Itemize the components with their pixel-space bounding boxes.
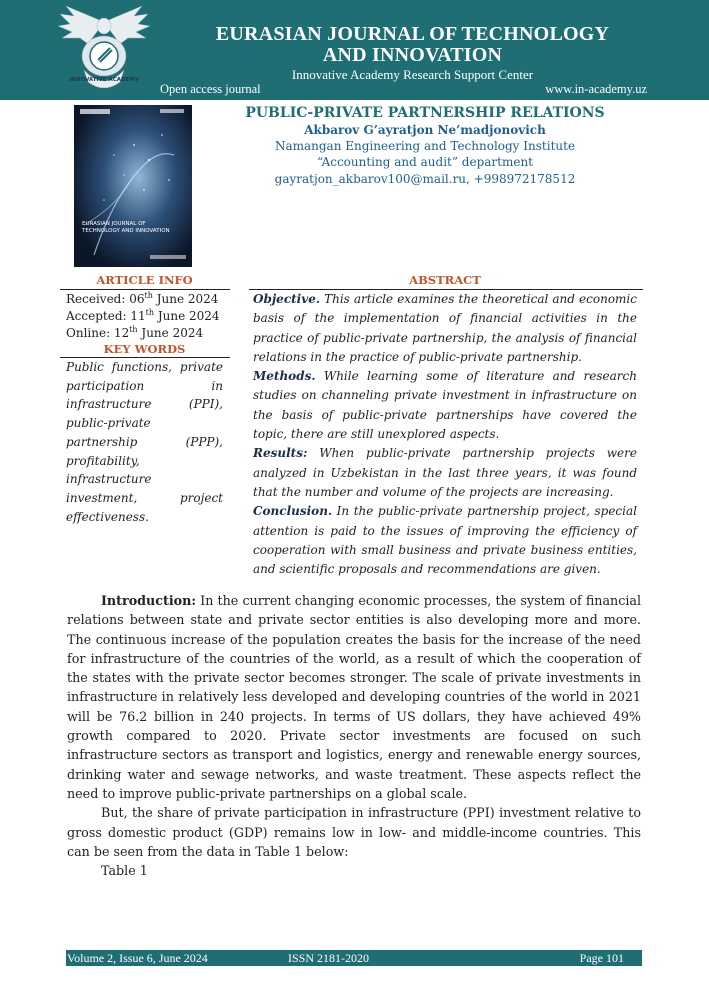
svg-text:INNOVATIVE ACADEMY: INNOVATIVE ACADEMY <box>69 77 139 83</box>
article-author: Akbarov G’ayratjon Ne’madjonovich <box>304 123 546 137</box>
online-date: Online: 12th June 2024 <box>66 325 204 340</box>
introduction-paragraph: Introduction: In the current changing economic processes, the system of financial relations between state and private sector entities is also developing more and more. The continuous increase of the population creates the basis for the increase of the need for infrastructure of the countries of the world, as a result of which the cooperation of the states with the private sector becomes stronger. The scale of private investments in infrastructure in relatively less developed and developing countries of the world in 2021 will be 76.2 billion in 240 projects. In terms of US dollars, they have achieved 49% growth compared to 2020. Private sector investments are focused on such infrastructure sectors as transport and logistics, energy and renewable energy sources, drinking water and sewage networks, and waste treatment. These aspects reflect the need to improve public-private partnerships on a global scale. <box>67 593 641 801</box>
journal-subtitle: Innovative Academy Research Support Center <box>291 67 534 82</box>
cover-artwork <box>74 105 192 267</box>
cover-title-line-2: TECHNOLOGY AND INNOVATION <box>82 228 170 234</box>
abstract-objective: Objective. This article examines the theoretical and economic basis of the implementation of financial activities in the practice of public-private partnership, the analysis of financial relations in the practice of public-private partnership. <box>253 292 637 364</box>
keywords-heading: KEY WORDS <box>103 342 186 356</box>
journal-title <box>180 24 645 66</box>
cover-title-line-1: EURASIAN JOURNAL OF <box>82 221 146 227</box>
ppi-gdp-paragraph: But, the share of private participation in infrastructure (PPI) investment relative to gross domestic product (GDP) remains low in low- and middle-income countries. This can be seen from the data in Table 1 below: <box>67 805 641 859</box>
journal-logo-eagle-icon <box>54 2 154 96</box>
abstract-text <box>253 290 637 579</box>
received-date: Received: 06th June 2024 <box>66 291 219 306</box>
journal-title-line-1: EURASIAN JOURNAL OF TECHNOLOGY <box>215 23 610 45</box>
page-footer <box>66 950 642 966</box>
journal-title-line-2: AND INNOVATION <box>322 44 503 66</box>
journal-cover-image <box>74 105 192 267</box>
accepted-date: Accepted: 11th June 2024 <box>66 308 220 323</box>
table-caption: Table 1 <box>101 863 148 879</box>
abstract-results: Results: When public-private partnership projects were analyzed in Uzbekistan in the last three years, it was found that the number and volume of the projects are increasing. <box>253 446 637 499</box>
article-info-divider <box>60 289 230 290</box>
abstract-conclusion: Conclusion. In the public-private partnership project, special attention is paid to the issues of improving the efficiency of cooperation with small business and private business entities, and scientific proposals and recommendations are given. <box>253 504 637 577</box>
author-affiliation-institute: Namangan Engineering and Technology Institute <box>274 139 576 153</box>
journal-header <box>0 0 709 100</box>
journal-website-link[interactable]: www.in-academy.uz <box>545 82 647 96</box>
abstract-heading: ABSTRACT <box>409 273 481 287</box>
footer-issn: ISSN 2181-2020 <box>288 951 370 965</box>
footer-volume: Volume 2, Issue 6, June 2024 <box>67 951 208 965</box>
author-affiliation-department: “Accounting and audit” department <box>316 155 534 169</box>
article-info-heading: ARTICLE INFO <box>96 273 193 287</box>
open-access-label: Open access journal <box>160 82 261 96</box>
keywords-text: Public functions, private participation in infrastructure (PPI), public-private partnership (PPP), profitability, infrastructure investment, project effectiveness. <box>66 360 223 524</box>
author-contact[interactable]: gayratjon_akbarov100@mail.ru, +998972178512 <box>274 172 576 186</box>
footer-page-number: Page 101 <box>579 951 624 965</box>
abstract-methods: Methods. While learning some of literature and research studies on channeling private investment in infrastructure on the basis of public-private partnerships have covered the topic, there are still unexplored aspects. <box>253 369 637 442</box>
body-text <box>67 591 641 880</box>
article-title: PUBLIC-PRIVATE PARTNERSHIP RELATIONS <box>245 105 605 121</box>
